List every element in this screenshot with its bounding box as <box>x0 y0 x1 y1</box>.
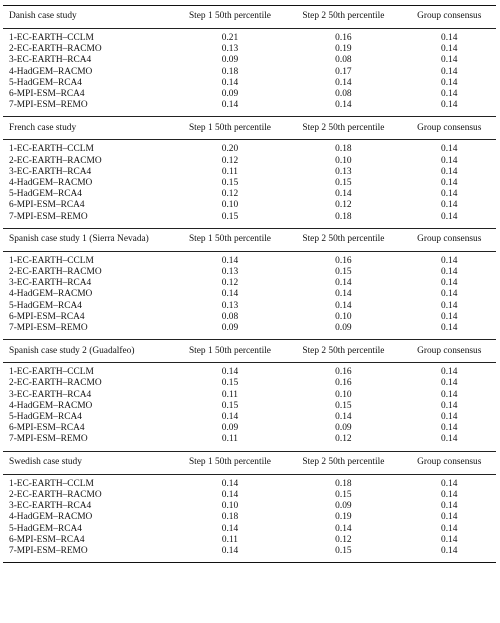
model-name-cell: 2-EC-EARTH–RACMO <box>9 489 102 500</box>
model-name-cell: 7-MPI-ESM–REMO <box>3 546 176 563</box>
model-name-cell: 7-MPI-ESM–REMO <box>9 323 88 334</box>
model-name-cell: 7-MPI-ESM–REMO <box>9 211 88 222</box>
consensus-value-cell: 0.14 <box>441 267 458 278</box>
table-row <box>3 423 496 434</box>
step2-value-cell: 0.16 <box>284 363 402 379</box>
step2-value-cell: 0.14 <box>335 523 352 534</box>
table-row <box>3 251 496 267</box>
consensus-value-cell: 0.14 <box>441 155 458 166</box>
table-row <box>3 312 496 323</box>
step1-value-cell: 0.15 <box>221 178 239 189</box>
step2-value-cell: 0.14 <box>335 100 352 111</box>
section-header-row <box>3 6 496 29</box>
column-header-step1: Step 1 50th percentile <box>176 117 285 140</box>
model-name-cell: 4-HadGEM–RACMO <box>9 400 93 411</box>
table-row <box>3 412 496 423</box>
model-name-cell: 7-MPI-ESM–REMO <box>9 434 88 445</box>
model-name-cell: 4-HadGEM–RACMO <box>9 512 93 523</box>
consensus-value-cell: 0.14 <box>402 546 496 563</box>
consensus-value-cell: 0.14 <box>441 534 458 545</box>
table-row <box>3 323 496 340</box>
column-header-step2: Step 2 50th percentile <box>284 117 402 140</box>
column-header-consensus: Group consensus <box>402 451 496 474</box>
step2-value-cell: 0.15 <box>284 546 402 563</box>
step1-value-cell: 0.14 <box>221 489 239 500</box>
step1-value-cell: 0.09 <box>221 323 239 334</box>
consensus-value-cell: 0.14 <box>402 251 496 267</box>
consensus-value-cell: 0.14 <box>441 412 458 423</box>
table-row <box>3 434 496 451</box>
model-name-cell: 2-EC-EARTH–RACMO <box>9 378 102 389</box>
step2-value-cell: 0.10 <box>335 155 352 166</box>
table-row <box>3 44 496 55</box>
step1-value-cell: 0.12 <box>221 278 239 289</box>
step2-value-cell: 0.13 <box>335 166 352 177</box>
table-row <box>3 289 496 300</box>
model-name-cell: 4-HadGEM–RACMO <box>9 289 93 300</box>
step2-value-cell: 0.19 <box>335 512 352 523</box>
model-name-cell: 3-EC-EARTH–RCA4 <box>9 278 92 289</box>
model-name-cell: 1-EC-EARTH–CCLM <box>3 140 176 156</box>
consensus-value-cell: 0.14 <box>441 189 458 200</box>
model-name-cell: 5-HadGEM–RCA4 <box>9 523 82 534</box>
step1-value-cell: 0.14 <box>221 77 239 88</box>
step1-value-cell: 0.12 <box>221 189 239 200</box>
model-name-cell: 5-HadGEM–RCA4 <box>9 300 82 311</box>
step1-value-cell: 0.08 <box>221 311 239 322</box>
consensus-value-cell: 0.14 <box>402 363 496 379</box>
step1-value-cell: 0.15 <box>221 400 239 411</box>
table-row <box>3 546 496 563</box>
consensus-value-cell: 0.14 <box>402 29 496 45</box>
step2-value-cell: 0.10 <box>335 311 352 322</box>
table-row <box>3 363 496 379</box>
step2-value-cell: 0.15 <box>335 178 352 189</box>
model-name-cell: 5-HadGEM–RCA4 <box>9 189 82 200</box>
step2-value-cell: 0.18 <box>284 474 402 490</box>
consensus-value-cell: 0.14 <box>441 512 458 523</box>
step2-value-cell: 0.16 <box>335 378 352 389</box>
step1-value-cell: 0.14 <box>176 546 285 563</box>
step1-value-cell: 0.11 <box>221 389 238 400</box>
section-header-row <box>3 117 496 140</box>
consensus-value-cell: 0.14 <box>441 66 458 77</box>
model-name-cell: 7-MPI-ESM–REMO <box>9 100 88 111</box>
step1-value-cell: 0.18 <box>221 66 239 77</box>
step2-value-cell: 0.14 <box>335 278 352 289</box>
model-name-cell: 3-EC-EARTH–RCA4 <box>9 389 92 400</box>
consensus-value-cell: 0.14 <box>441 77 458 88</box>
column-header-step2: Step 2 50th percentile <box>284 228 402 251</box>
step1-value-cell: 0.12 <box>221 155 239 166</box>
section-header-row <box>3 340 496 363</box>
step1-value-cell: 0.10 <box>221 200 239 211</box>
column-header-consensus: Group consensus <box>402 228 496 251</box>
step2-value-cell: 0.17 <box>335 66 352 77</box>
column-header-step1: Step 1 50th percentile <box>176 451 285 474</box>
step1-value-cell: 0.09 <box>221 55 239 66</box>
section-title: Danish case study <box>3 6 176 29</box>
step1-value-cell: 0.13 <box>221 300 239 311</box>
step2-value-cell: 0.14 <box>335 289 352 300</box>
consensus-value-cell: 0.14 <box>441 423 458 434</box>
step2-value-cell: 0.08 <box>335 89 352 100</box>
consensus-value-cell: 0.14 <box>441 178 458 189</box>
step2-value-cell: 0.15 <box>335 489 352 500</box>
table-row <box>3 390 496 401</box>
step1-value-cell: 0.15 <box>221 378 239 389</box>
step2-value-cell: 0.12 <box>335 200 352 211</box>
table-row <box>3 156 496 167</box>
section-title: Spanish case study 1 (Sierra Nevada) <box>3 228 176 251</box>
column-header-step2: Step 2 50th percentile <box>284 6 402 29</box>
consensus-value-cell: 0.14 <box>441 378 458 389</box>
section-title: Spanish case study 2 (Guadalfeo) <box>3 340 176 363</box>
step1-value-cell: 0.13 <box>221 267 239 278</box>
step2-value-cell: 0.09 <box>335 323 352 334</box>
consensus-value-cell: 0.14 <box>441 44 458 55</box>
table-row <box>3 89 496 100</box>
step2-value-cell: 0.14 <box>335 412 352 423</box>
model-name-cell: 3-EC-EARTH–RCA4 <box>9 55 92 66</box>
model-name-cell: 2-EC-EARTH–RACMO <box>9 44 102 55</box>
column-header-consensus: Group consensus <box>402 6 496 29</box>
step2-value-cell: 0.10 <box>335 389 352 400</box>
step1-value-cell: 0.11 <box>221 534 238 545</box>
step1-value-cell: 0.14 <box>221 412 239 423</box>
column-header-step2: Step 2 50th percentile <box>284 451 402 474</box>
consensus-value-cell: 0.14 <box>441 400 458 411</box>
consensus-value-cell: 0.14 <box>402 140 496 156</box>
table-row <box>3 378 496 389</box>
consensus-value-cell: 0.14 <box>441 523 458 534</box>
model-name-cell: 1-EC-EARTH–CCLM <box>3 474 176 490</box>
consensus-value-cell: 0.14 <box>441 100 458 111</box>
model-name-cell: 6-MPI-ESM–RCA4 <box>9 200 85 211</box>
model-name-cell: 3-EC-EARTH–RCA4 <box>9 501 92 512</box>
model-name-cell: 3-EC-EARTH–RCA4 <box>9 166 92 177</box>
column-header-consensus: Group consensus <box>402 117 496 140</box>
step1-value-cell: 0.11 <box>221 166 238 177</box>
model-name-cell: 6-MPI-ESM–RCA4 <box>9 89 85 100</box>
model-name-cell: 5-HadGEM–RCA4 <box>9 412 82 423</box>
consensus-value-cell: 0.14 <box>441 489 458 500</box>
model-name-cell: 4-HadGEM–RACMO <box>9 66 93 77</box>
step1-value-cell: 0.21 <box>176 29 285 45</box>
step1-value-cell: 0.14 <box>176 363 285 379</box>
step1-value-cell: 0.14 <box>221 523 239 534</box>
consensus-value-cell: 0.14 <box>441 323 458 334</box>
table-row <box>3 29 496 45</box>
consensus-value-cell: 0.14 <box>441 55 458 66</box>
consensus-value-cell: 0.14 <box>441 89 458 100</box>
table-row <box>3 535 496 546</box>
model-name-cell: 6-MPI-ESM–RCA4 <box>9 423 85 434</box>
consensus-value-cell: 0.14 <box>441 389 458 400</box>
model-name-cell: 2-EC-EARTH–RACMO <box>9 155 102 166</box>
step2-value-cell: 0.09 <box>335 501 352 512</box>
consensus-value-cell: 0.14 <box>441 166 458 177</box>
model-name-cell: 6-MPI-ESM–RCA4 <box>9 534 85 545</box>
table-row <box>3 78 496 89</box>
step2-value-cell: 0.12 <box>335 534 352 545</box>
model-name-cell: 2-EC-EARTH–RACMO <box>9 267 102 278</box>
step1-value-cell: 0.10 <box>221 501 239 512</box>
table-row <box>3 490 496 501</box>
table-row <box>3 278 496 289</box>
step2-value-cell: 0.08 <box>335 55 352 66</box>
step2-value-cell: 0.16 <box>284 251 402 267</box>
model-name-cell: 6-MPI-ESM–RCA4 <box>9 311 85 322</box>
consensus-value-cell: 0.14 <box>441 289 458 300</box>
table-row <box>3 267 496 278</box>
table-row <box>3 100 496 117</box>
table-row <box>3 178 496 189</box>
step1-value-cell: 0.13 <box>221 44 239 55</box>
table-row <box>3 501 496 512</box>
step1-value-cell: 0.14 <box>176 474 285 490</box>
step1-value-cell: 0.09 <box>221 89 239 100</box>
table-row <box>3 524 496 535</box>
table-row <box>3 55 496 66</box>
table-row <box>3 140 496 156</box>
step2-value-cell: 0.18 <box>284 140 402 156</box>
column-header-step1: Step 1 50th percentile <box>176 228 285 251</box>
model-name-cell: 1-EC-EARTH–CCLM <box>3 29 176 45</box>
table-row <box>3 167 496 178</box>
step2-value-cell: 0.16 <box>284 29 402 45</box>
results-table <box>3 5 496 563</box>
table-body <box>3 6 496 563</box>
table-row <box>3 200 496 211</box>
step2-value-cell: 0.18 <box>335 211 352 222</box>
step2-value-cell: 0.14 <box>335 189 352 200</box>
step1-value-cell: 0.09 <box>221 423 239 434</box>
step2-value-cell: 0.14 <box>335 77 352 88</box>
step1-value-cell: 0.14 <box>176 251 285 267</box>
consensus-value-cell: 0.14 <box>402 474 496 490</box>
step1-value-cell: 0.11 <box>221 434 238 445</box>
table-row <box>3 474 496 490</box>
step2-value-cell: 0.12 <box>335 434 352 445</box>
consensus-value-cell: 0.14 <box>441 211 458 222</box>
step1-value-cell: 0.15 <box>221 211 239 222</box>
model-name-cell: 4-HadGEM–RACMO <box>9 178 93 189</box>
consensus-value-cell: 0.14 <box>441 501 458 512</box>
table-row <box>3 67 496 78</box>
section-title: Swedish case study <box>3 451 176 474</box>
consensus-value-cell: 0.14 <box>441 300 458 311</box>
step2-value-cell: 0.19 <box>335 44 352 55</box>
consensus-value-cell: 0.14 <box>441 278 458 289</box>
consensus-value-cell: 0.14 <box>441 434 458 445</box>
model-name-cell: 5-HadGEM–RCA4 <box>9 77 82 88</box>
step2-value-cell: 0.15 <box>335 400 352 411</box>
section-title: French case study <box>3 117 176 140</box>
section-header-row <box>3 451 496 474</box>
table-row <box>3 401 496 412</box>
table-row <box>3 301 496 312</box>
column-header-step1: Step 1 50th percentile <box>176 6 285 29</box>
section-header-row <box>3 228 496 251</box>
step1-value-cell: 0.14 <box>221 289 239 300</box>
step1-value-cell: 0.14 <box>221 100 239 111</box>
table-row <box>3 189 496 200</box>
model-name-cell: 1-EC-EARTH–CCLM <box>3 251 176 267</box>
step1-value-cell: 0.18 <box>221 512 239 523</box>
model-name-cell: 1-EC-EARTH–CCLM <box>3 363 176 379</box>
table-row <box>3 212 496 229</box>
step2-value-cell: 0.14 <box>335 300 352 311</box>
step2-value-cell: 0.15 <box>335 267 352 278</box>
consensus-value-cell: 0.14 <box>441 311 458 322</box>
consensus-value-cell: 0.14 <box>441 200 458 211</box>
column-header-consensus: Group consensus <box>402 340 496 363</box>
column-header-step1: Step 1 50th percentile <box>176 340 285 363</box>
step2-value-cell: 0.09 <box>335 423 352 434</box>
table-row <box>3 512 496 523</box>
step1-value-cell: 0.20 <box>176 140 285 156</box>
column-header-step2: Step 2 50th percentile <box>284 340 402 363</box>
